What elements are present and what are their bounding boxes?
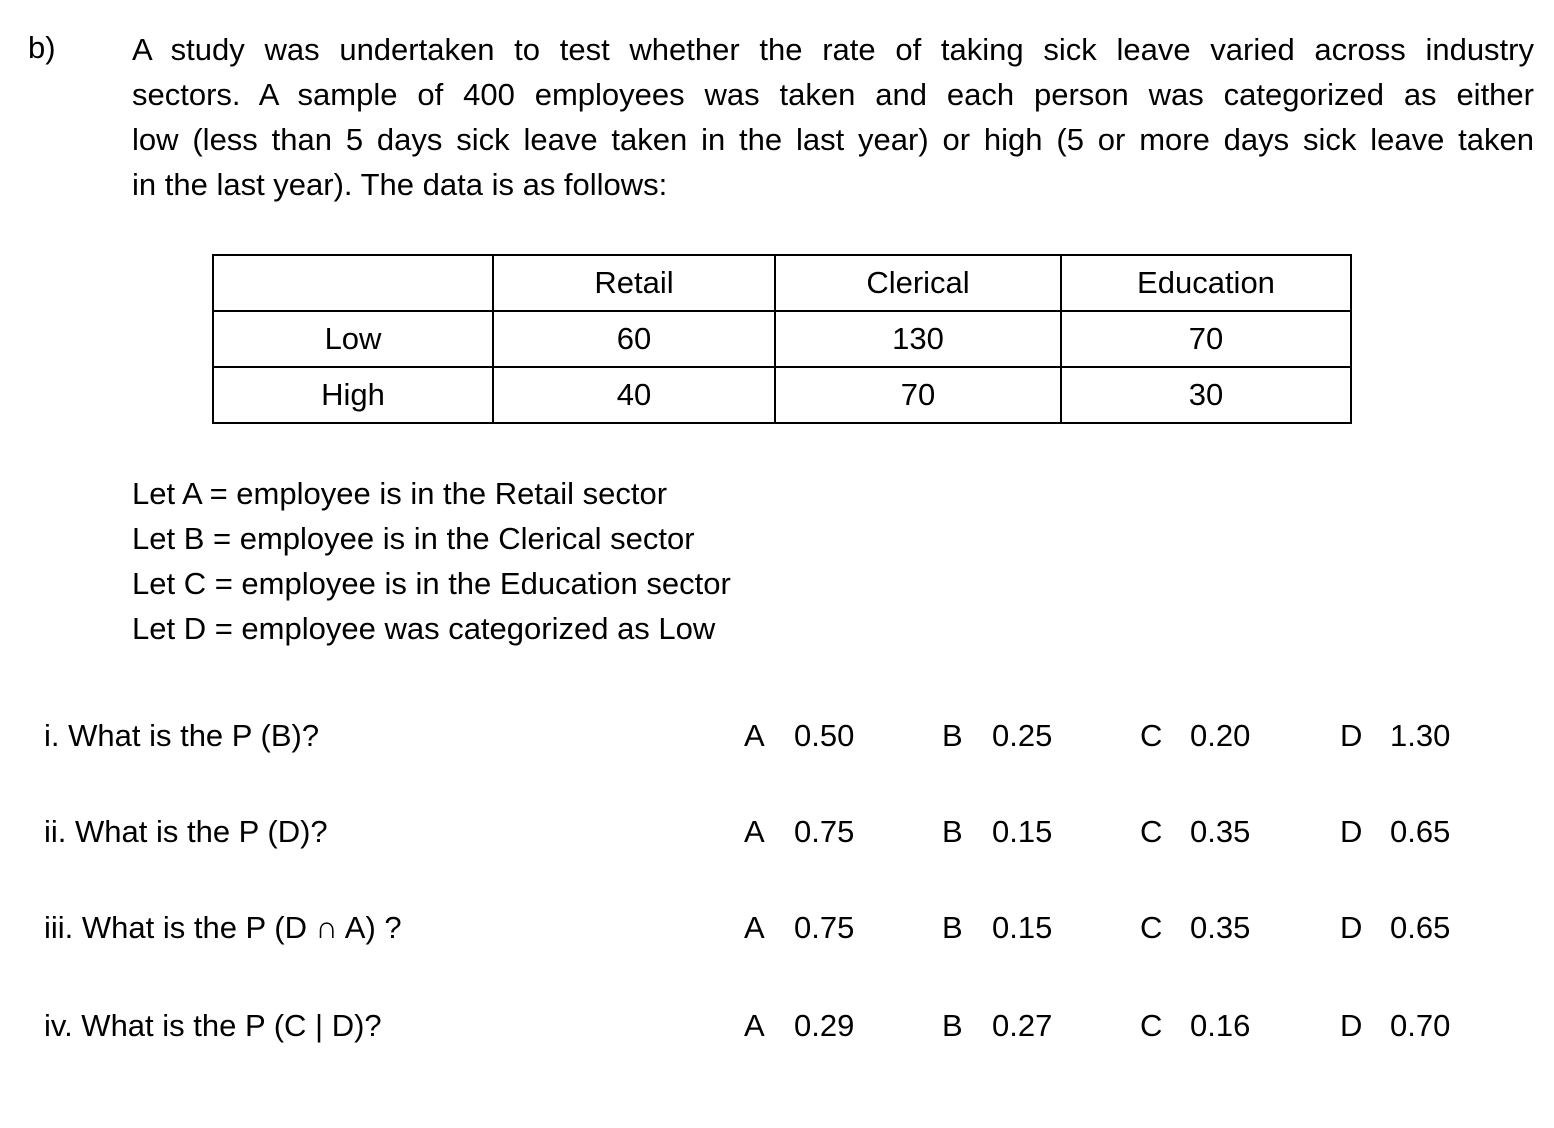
option-letter: B [942,718,963,753]
answer-option[interactable] [942,718,1052,754]
table-row-label: High [213,367,493,423]
definition-a: Let A = employee is in the Retail sector [132,476,668,511]
answer-option[interactable] [1140,910,1250,946]
table-header-row [213,255,1351,311]
table-cell: 40 [493,367,775,423]
option-value: 0.15 [992,910,1053,945]
definition-d: Let D = employee was categorized as Low [132,611,716,646]
question-text: iv. What is the P (C | D)? [44,1008,382,1043]
table-row [213,367,1351,423]
option-value: 0.65 [1390,910,1451,945]
table-cell: 60 [493,311,775,367]
table-cell: 30 [1061,367,1351,423]
table-cell: 70 [1061,311,1351,367]
intro-line: in the last year). The data is as follows: [132,167,668,202]
intro-paragraph [132,30,1534,210]
answer-option[interactable] [942,910,1052,946]
sick-leave-table [212,254,1352,424]
table-header-cell: Clerical [775,255,1061,311]
answer-option[interactable] [1340,1008,1450,1044]
table-cell: 70 [775,367,1061,423]
table-row-label: Low [213,311,493,367]
option-letter: C [1140,910,1163,945]
option-letter: D [1340,718,1363,753]
answer-option[interactable] [744,718,854,754]
option-value: 0.15 [992,814,1053,849]
table-row [213,311,1351,367]
option-letter: C [1140,814,1163,849]
answer-option[interactable] [744,910,854,946]
option-value: 0.35 [1190,814,1251,849]
option-letter: A [744,910,765,945]
table-header-cell: Retail [493,255,775,311]
option-value: 0.75 [794,910,855,945]
option-letter: D [1340,1008,1363,1043]
intro-line: A study was undertaken to test whether the rate of taking sick leave varied across industry [132,32,1534,67]
table-cell: 130 [775,311,1061,367]
option-letter: A [744,718,765,753]
question-text: iii. What is the P (D ∩ A) ? [44,910,402,945]
answer-option[interactable] [1340,718,1450,754]
option-letter: D [1340,910,1363,945]
answer-option[interactable] [1140,718,1250,754]
definition-c: Let C = employee is in the Education sector [132,566,731,601]
option-value: 0.70 [1390,1008,1451,1043]
answer-option[interactable] [744,1008,854,1044]
option-value: 0.20 [1190,718,1251,753]
answer-option[interactable] [1340,910,1450,946]
option-letter: B [942,814,963,849]
option-letter: A [744,814,765,849]
option-value: 0.29 [794,1008,855,1043]
answer-option[interactable] [942,814,1052,850]
event-definitions [132,474,731,654]
part-label: b) [28,30,56,65]
answer-option[interactable] [942,1008,1052,1044]
answer-option[interactable] [1140,1008,1250,1044]
question-text: i. What is the P (B)? [44,718,320,753]
option-letter: A [744,1008,765,1043]
option-value: 1.30 [1390,718,1451,753]
option-letter: C [1140,718,1163,753]
answer-option[interactable] [744,814,854,850]
definition-b: Let B = employee is in the Clerical sector [132,521,695,556]
table-header-cell [213,255,493,311]
option-value: 0.25 [992,718,1053,753]
option-value: 0.50 [794,718,855,753]
option-letter: B [942,1008,963,1043]
option-value: 0.27 [992,1008,1053,1043]
option-letter: D [1340,814,1363,849]
answer-option[interactable] [1340,814,1450,850]
question-text: ii. What is the P (D)? [44,814,328,849]
option-value: 0.65 [1390,814,1451,849]
option-letter: B [942,910,963,945]
table-header-cell: Education [1061,255,1351,311]
option-value: 0.35 [1190,910,1251,945]
answer-option[interactable] [1140,814,1250,850]
option-value: 0.75 [794,814,855,849]
intro-line: low (less than 5 days sick leave taken in the last year) or high (5 or more days sick leave taken [132,122,1534,157]
option-value: 0.16 [1190,1008,1251,1043]
option-letter: C [1140,1008,1163,1043]
intro-line: sectors. A sample of 400 employees was taken and each person was categorized as either [132,77,1534,112]
